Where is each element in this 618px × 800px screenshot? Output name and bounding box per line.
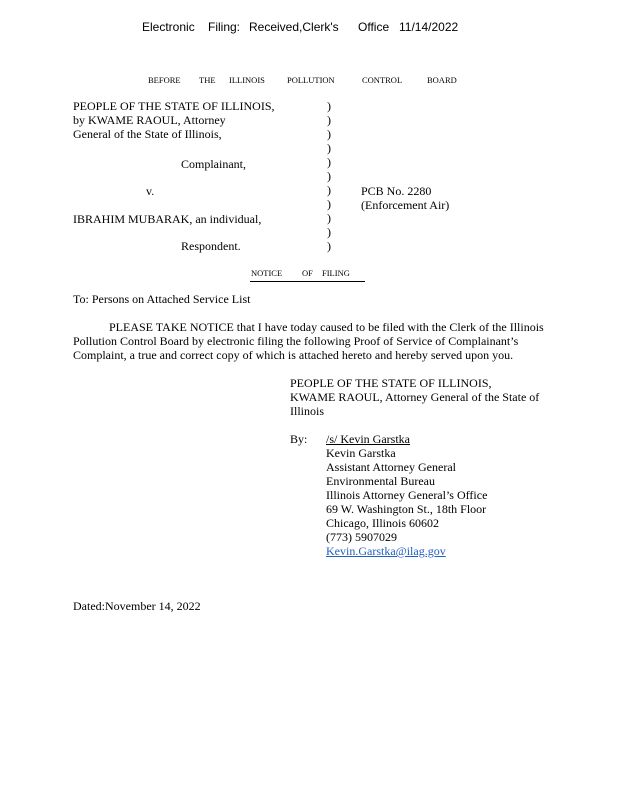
case-number: PCB No. 2280 <box>361 184 432 198</box>
party-line: PEOPLE OF THE STATE OF ILLINOIS, <box>290 376 492 390</box>
notice-title-word: OF <box>302 268 313 278</box>
board-title-word: POLLUTION <box>287 75 335 85</box>
office-name: Illinois Attorney General’s Office <box>326 488 488 502</box>
notice-line: Pollution Control Board by electronic filing the following Proof of Service of Complainant’s <box>73 334 519 348</box>
electronic-signature: /s/ Kevin Garstka <box>326 432 410 446</box>
caption-paren: ) <box>327 127 331 141</box>
plaintiff-line: by KWAME RAOUL, Attorney <box>73 113 226 127</box>
filing-header-part: Office <box>358 20 390 34</box>
caption-paren: ) <box>327 99 331 113</box>
street-address: 69 W. Washington St., 18th Floor <box>326 502 487 516</box>
filing-header-part: Received,Clerk's <box>249 20 339 34</box>
caption-paren-column <box>327 99 331 253</box>
caption-paren: ) <box>327 183 331 197</box>
notice-title <box>250 268 365 282</box>
addressee-line: To: Persons on Attached Service List <box>73 292 251 306</box>
caption-paren: ) <box>327 197 331 211</box>
caption-paren: ) <box>327 169 331 183</box>
email-link[interactable]: Kevin.Garstka@ilag.gov <box>326 544 446 558</box>
bureau-name: Environmental Bureau <box>326 474 435 488</box>
board-title-word: BOARD <box>427 75 457 85</box>
attorney-title: Assistant Attorney General <box>326 460 456 474</box>
filing-header-part: Electronic <box>142 20 195 34</box>
notice-title-word: NOTICE <box>251 268 283 278</box>
by-label: By: <box>290 432 308 446</box>
caption-paren: ) <box>327 155 331 169</box>
notice-title-word: FILING <box>322 268 350 278</box>
plaintiff-line: PEOPLE OF THE STATE OF ILLINOIS, <box>73 99 275 113</box>
board-title-word: BEFORE <box>148 75 181 85</box>
complainant-label: Complainant, <box>181 157 246 171</box>
versus-label: v. <box>146 184 155 198</box>
party-line: Illinois <box>290 404 325 418</box>
caption-paren: ) <box>327 113 331 127</box>
defendant-line: IBRAHIM MUBARAK, an individual, <box>73 212 262 226</box>
caption-paren: ) <box>327 225 331 239</box>
caption-paren: ) <box>327 239 331 253</box>
case-type: (Enforcement Air) <box>361 198 450 212</box>
caption-paren: ) <box>327 141 331 155</box>
board-title-word: THE <box>199 75 216 85</box>
attorney-name: Kevin Garstka <box>326 446 396 460</box>
caption-paren: ) <box>327 211 331 225</box>
filing-header-part: Filing: <box>208 20 241 34</box>
city-address: Chicago, Illinois 60602 <box>326 516 439 530</box>
notice-line: Complaint, a true and correct copy of which is attached hereto and hereby served upon you. <box>73 348 514 362</box>
dated-line: Dated:November 14, 2022 <box>73 599 201 613</box>
notice-line: PLEASE TAKE NOTICE that I have today caused to be filed with the Clerk of the Illinois <box>109 320 544 334</box>
respondent-label: Respondent. <box>181 239 241 253</box>
board-title-word: ILLINOIS <box>229 75 265 85</box>
board-title-word: CONTROL <box>362 75 403 85</box>
filing-header-date: 11/14/2022 <box>399 20 459 34</box>
plaintiff-line: General of the State of Illinois, <box>73 127 222 141</box>
phone-number: (773) 5907029 <box>326 530 397 544</box>
party-line: KWAME RAOUL, Attorney General of the State of <box>290 390 540 404</box>
